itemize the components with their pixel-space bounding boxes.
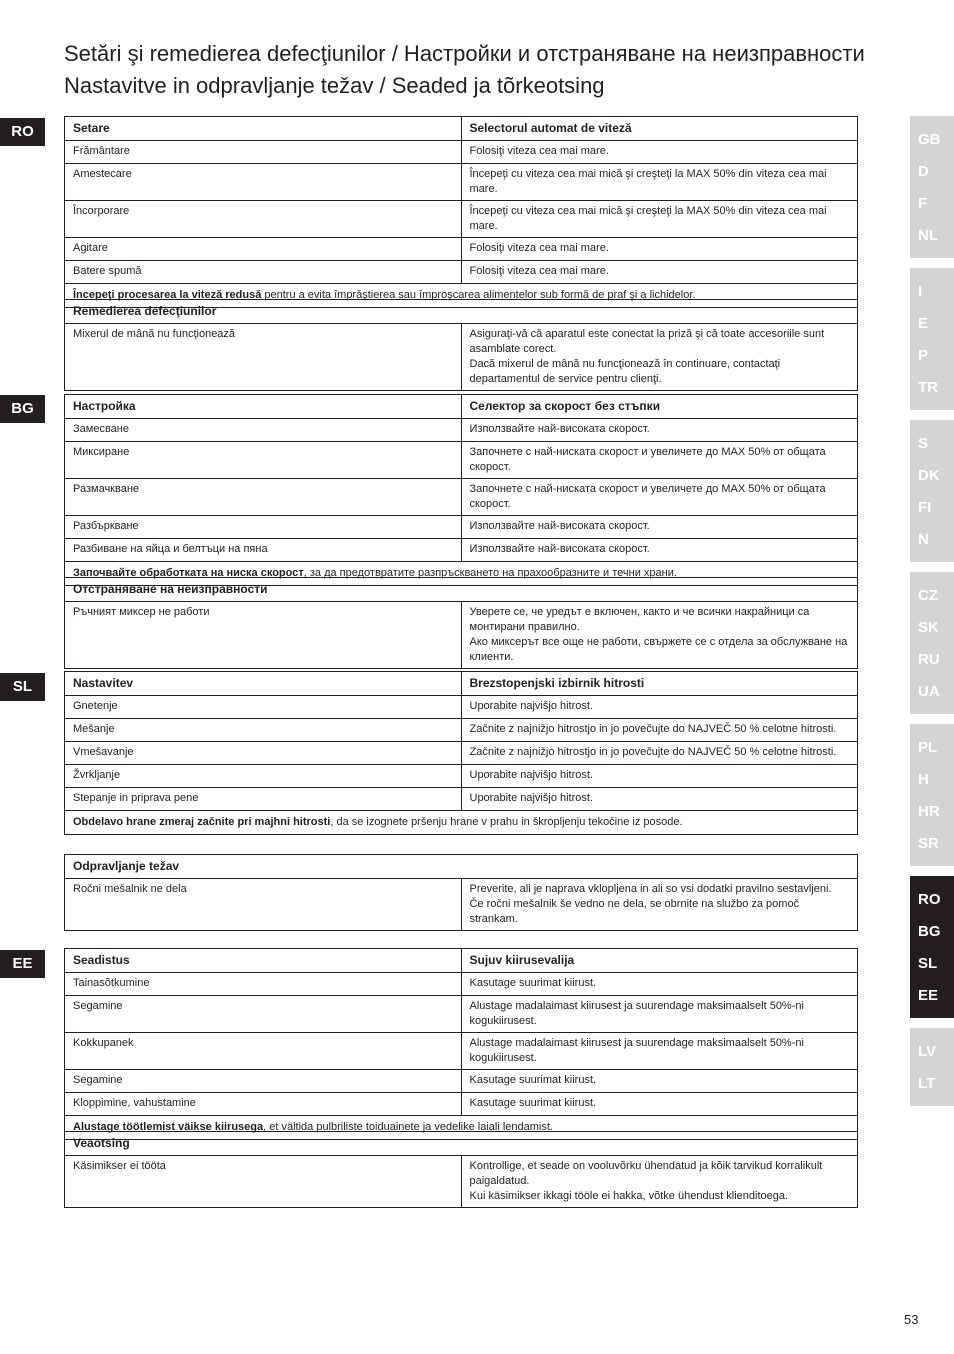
page-number: 53	[904, 1312, 919, 1327]
speed-cell: Začnite z najnižjo hitrostjo in jo povečujte do NAJVEČ 50 % celotne hitrosti.	[461, 719, 858, 742]
table-header-cell: Селектор за скорост без стъпки	[461, 395, 858, 419]
table-header-cell: Veaotsing	[65, 1132, 858, 1156]
table-note-row	[65, 811, 858, 835]
solution-cell	[461, 602, 858, 669]
setting-cell: Vmešavanje	[65, 742, 462, 765]
speed-cell: Începeţi cu viteza cea mai mică şi creşteţi la MAX 50% din viteza cea mai mare.	[461, 201, 858, 238]
speed-cell: Alustage madalaimast kiirusest ja suurendage maksimaalselt 50%-ni kogukiirusest.	[461, 996, 858, 1033]
setting-cell: Tainasõtkumine	[65, 973, 462, 996]
speed-cell: Започнете с най-ниската скорост и увеличете до MAX 50% от общата скорост.	[461, 442, 858, 479]
ro-troubleshooting-table	[64, 299, 858, 391]
setting-cell: Stepanje in priprava pene	[65, 788, 462, 811]
setting-cell: Segamine	[65, 1070, 462, 1093]
language-index-item: E	[918, 315, 929, 332]
setting-cell: Размачкване	[65, 479, 462, 516]
setting-cell: Kokkupanek	[65, 1033, 462, 1070]
language-index-item: CZ	[918, 587, 938, 604]
speed-cell: Uporabite najvišjo hitrost.	[461, 765, 858, 788]
language-index-item: DK	[918, 467, 940, 484]
problem-cell: Ръчният миксер не работи	[65, 602, 462, 669]
table-row	[65, 261, 858, 284]
language-index-item: F	[918, 195, 928, 212]
table-row	[65, 602, 858, 669]
setting-cell: Încorporare	[65, 201, 462, 238]
setting-cell: Mešanje	[65, 719, 462, 742]
solution-text-2: Kui käsimikser ikkagi tööle ei hakka, võtke ühendust klienditoega.	[469, 1190, 789, 1202]
speed-cell: Използвайте най-високата скорост.	[461, 516, 858, 539]
language-index-item: HR	[918, 803, 940, 820]
table-row	[65, 479, 858, 516]
note-bold-text: Започвайте обработката на ниска скорост	[73, 567, 304, 579]
speed-cell: Използвайте най-високата скорост.	[461, 419, 858, 442]
table-row	[65, 1093, 858, 1116]
table-header-cell: Seadistus	[65, 949, 462, 973]
speed-cell: Kasutage suurimat kiirust.	[461, 973, 858, 996]
solution-cell	[461, 879, 858, 931]
table-row	[65, 201, 858, 238]
solution-text-2: Dacă mixerul de mână nu funcţionează în continuare, contactaţi departamentul de service pentru clienţi.	[469, 358, 781, 385]
language-index-item: NL	[918, 227, 938, 244]
language-group	[910, 724, 954, 866]
table-row	[65, 719, 858, 742]
language-index-item: SR	[918, 835, 939, 852]
table-row	[65, 788, 858, 811]
table-row	[65, 539, 858, 562]
language-group	[910, 116, 954, 258]
table-row	[65, 765, 858, 788]
table-row	[65, 516, 858, 539]
setting-cell: Миксиране	[65, 442, 462, 479]
language-index-item: LV	[918, 1043, 937, 1060]
solution-text-1: Preverite, ali je naprava vklopljena in ali so vsi dodatki pravilno sestavljeni.	[469, 883, 832, 895]
table-header-cell: Odpravljanje težav	[65, 855, 858, 879]
setting-cell: Разбъркване	[65, 516, 462, 539]
table-row	[65, 164, 858, 201]
table-row	[65, 973, 858, 996]
table-row	[65, 1033, 858, 1070]
note-bold-text: Alustage töötlemist väikse kiirusega	[73, 1121, 264, 1133]
speed-cell: Използвайте най-високата скорост.	[461, 539, 858, 562]
table-row	[65, 696, 858, 719]
speed-cell: Започнете с най-ниската скорост и увеличете до MAX 50% от общата скорост.	[461, 479, 858, 516]
table-header-cell: Selectorul automat de viteză	[461, 117, 858, 141]
solution-text-2: Ако миксерът все още не работи, свържете се с отдела за обслужване на клиенти.	[469, 636, 848, 663]
table-header-cell: Setare	[65, 117, 462, 141]
sl-settings-table	[64, 671, 858, 835]
page-title-line-2: Nastavitve in odpravljanje težav / Seaded ja tõrkeotsing	[64, 73, 605, 98]
language-index-nav	[910, 116, 954, 1116]
language-index-item: RU	[918, 651, 940, 668]
note-bold-text: Începeţi procesarea la viteză redusă	[73, 289, 262, 301]
table-row	[65, 324, 858, 391]
table-header-row	[65, 300, 858, 324]
problem-cell: Ročni mešalnik ne dela	[65, 879, 462, 931]
solution-text-2: Če ročni mešalnik še vedno ne dela, se obrnite na službo za pomoč strankam.	[469, 898, 800, 925]
speed-cell: Uporabite najvišjo hitrost.	[461, 696, 858, 719]
speed-cell: Folosiţi viteza cea mai mare.	[461, 261, 858, 284]
table-row	[65, 238, 858, 261]
setting-cell: Gnetenje	[65, 696, 462, 719]
table-row	[65, 879, 858, 931]
language-index-item: GB	[918, 131, 941, 148]
language-tag-ee: EE	[0, 950, 45, 978]
table-header-row	[65, 672, 858, 696]
solution-text-1: Asiguraţi-vă că aparatul este conectat la priză şi că toate accesoriile sunt asamblate corect.	[469, 328, 825, 355]
language-tag-sl: SL	[0, 673, 45, 701]
language-index-item: S	[918, 435, 929, 452]
table-header-cell: Отстраняване на неизправности	[65, 578, 858, 602]
setting-cell: Žvrkljanje	[65, 765, 462, 788]
problem-cell: Käsimikser ei tööta	[65, 1156, 462, 1208]
language-group	[910, 572, 954, 714]
language-index-item: D	[918, 163, 929, 180]
table-header-cell: Sujuv kiirusevalija	[461, 949, 858, 973]
language-index-item: P	[918, 347, 929, 364]
language-tag-bg: BG	[0, 395, 45, 423]
language-index-item: I	[918, 283, 923, 300]
language-group	[910, 876, 954, 1018]
language-group	[910, 1028, 954, 1106]
table-row	[65, 419, 858, 442]
table-header-row	[65, 117, 858, 141]
table-row	[65, 1070, 858, 1093]
page-title	[64, 38, 904, 102]
language-index-item: PL	[918, 739, 938, 756]
solution-text-1: Уверете се, че уредът е включен, както и че всички накрайници са монтирани правилно.	[469, 606, 810, 633]
table-row	[65, 141, 858, 164]
table-row	[65, 1156, 858, 1208]
speed-cell: Începeţi cu viteza cea mai mică şi creşteţi la MAX 50% din viteza cea mai mare.	[461, 164, 858, 201]
table-header-cell: Brezstopenjski izbirnik hitrosti	[461, 672, 858, 696]
table-header-row	[65, 578, 858, 602]
ee-troubleshooting-table	[64, 1131, 858, 1208]
setting-cell: Batere spumă	[65, 261, 462, 284]
language-index-item: UA	[918, 683, 940, 700]
setting-cell: Замесване	[65, 419, 462, 442]
language-index-item: TR	[918, 379, 938, 396]
language-index-item: SK	[918, 619, 939, 636]
note-text: , da se izognete pršenju hrane v prahu in škropljenju tekočine iz posode.	[330, 816, 683, 828]
note-text: , et vältida pulbriliste toiduainete ja vedelike laiali lendamist.	[263, 1121, 553, 1133]
table-header-row	[65, 1132, 858, 1156]
language-index-item: SL	[918, 955, 938, 972]
language-group	[910, 420, 954, 562]
table-header-row	[65, 395, 858, 419]
language-index-item: FI	[918, 499, 932, 516]
speed-cell: Uporabite najvišjo hitrost.	[461, 788, 858, 811]
speed-cell: Kasutage suurimat kiirust.	[461, 1070, 858, 1093]
table-header-row	[65, 855, 858, 879]
ro-settings-table	[64, 116, 858, 308]
solution-cell	[461, 324, 858, 391]
ee-settings-table	[64, 948, 858, 1140]
language-index-item: RO	[918, 891, 941, 908]
speed-cell: Začnite z najnižjo hitrostjo in jo povečujte do NAJVEČ 50 % celotne hitrosti.	[461, 742, 858, 765]
setting-cell: Agitare	[65, 238, 462, 261]
language-index-item: BG	[918, 923, 941, 940]
speed-cell: Kasutage suurimat kiirust.	[461, 1093, 858, 1116]
table-note	[65, 811, 858, 835]
note-text: , за да предотвратите разпръскването на прахообразните и течни храни.	[303, 567, 677, 579]
solution-text-1: Kontrollige, et seade on vooluvõrku ühendatud ja kõik tarvikud korralikult paigaldatud.	[469, 1160, 823, 1187]
language-group	[910, 268, 954, 410]
bg-troubleshooting-table	[64, 577, 858, 669]
setting-cell: Segamine	[65, 996, 462, 1033]
table-header-cell: Nastavitev	[65, 672, 462, 696]
page-title-line-1: Setări şi remedierea defecţiunilor / Настройки и отстраняване на неизправности	[64, 41, 865, 66]
setting-cell: Frământare	[65, 141, 462, 164]
sl-troubleshooting-table	[64, 854, 858, 931]
note-text: pentru a evita împrăştierea sau împroşcarea alimentelor sub formă de praf şi a lichidelor.	[261, 289, 696, 301]
language-tag-ro: RO	[0, 118, 45, 146]
table-header-cell: Remedierea defecţiunilor	[65, 300, 858, 324]
speed-cell: Folosiţi viteza cea mai mare.	[461, 238, 858, 261]
table-row	[65, 442, 858, 479]
table-row	[65, 996, 858, 1033]
language-index-item: N	[918, 531, 929, 548]
setting-cell: Разбиване на яйца и белтъци на пяна	[65, 539, 462, 562]
speed-cell: Alustage madalaimast kiirusest ja suurendage maksimaalselt 50%-ni kogukiirusest.	[461, 1033, 858, 1070]
language-index-item: EE	[918, 987, 939, 1004]
table-row	[65, 742, 858, 765]
solution-cell	[461, 1156, 858, 1208]
table-header-row	[65, 949, 858, 973]
bg-settings-table	[64, 394, 858, 586]
language-index-item: LT	[918, 1075, 936, 1092]
table-header-cell: Настройка	[65, 395, 462, 419]
note-bold-text: Obdelavo hrane zmeraj začnite pri majhni hitrosti	[73, 816, 331, 828]
setting-cell: Kloppimine, vahustamine	[65, 1093, 462, 1116]
speed-cell: Folosiţi viteza cea mai mare.	[461, 141, 858, 164]
setting-cell: Amestecare	[65, 164, 462, 201]
problem-cell: Mixerul de mână nu funcţionează	[65, 324, 462, 391]
language-index-item: H	[918, 771, 929, 788]
